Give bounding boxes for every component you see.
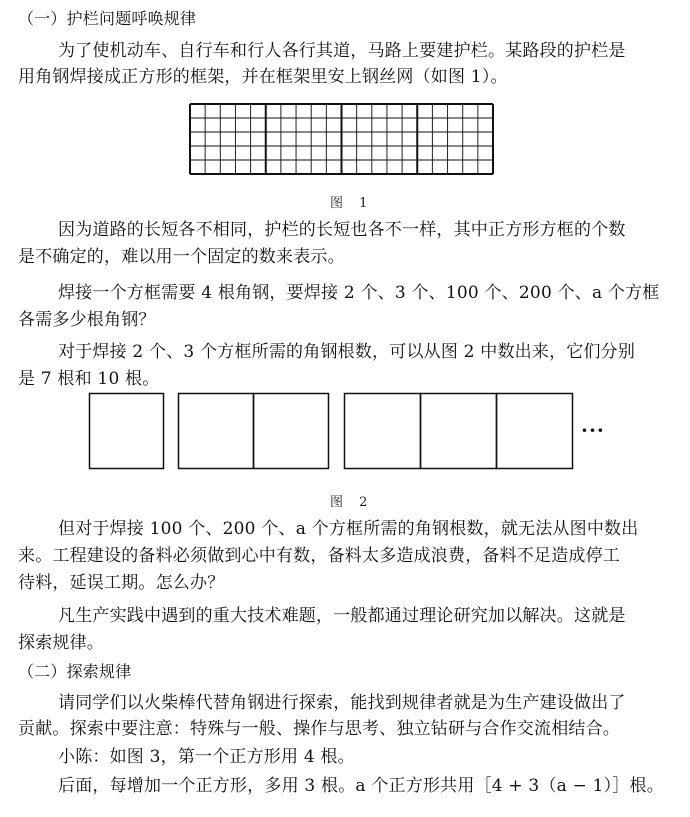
frame-group-1-square-1 <box>90 394 164 469</box>
frame-group-3-square-3 <box>497 394 573 469</box>
paragraph-5-line-3: 待料，延误工期。怎么办？ <box>18 573 225 593</box>
paragraph-1-line-2: 用角钢焊接成正方形的框架，并在框架里安上钢丝网（如图 1）。 <box>18 67 508 87</box>
frame-group-2-square-2 <box>254 394 329 469</box>
paragraph-5-line-2: 来。工程建设的备料必须做到心中有数，备料太多造成浪费，备料不足造成停工 <box>18 546 620 566</box>
section-1-heading: （一）护栏问题呼唤规律 <box>18 9 197 28</box>
paragraph-6-line-1: 凡生产实践中遇到的重大技术难题，一般都通过理论研究加以解决。这就是 <box>58 606 626 626</box>
figure-1-caption: 图 1 <box>330 196 374 211</box>
figure-2-caption: 图 2 <box>330 495 374 510</box>
figure-2-square-frames <box>88 392 578 474</box>
paragraph-1-line-1: 为了使机动车、自行车和行人各行其道，马路上要建护栏。某路段的护栏是 <box>58 41 626 61</box>
figure-1-guardrail-grid <box>189 103 494 175</box>
paragraph-7-line-2: 贡献。探索中要注意：特殊与一般、操作与思考、独立钻研与合作交流相结合。 <box>18 719 620 739</box>
figure-2-ellipsis: ··· <box>581 418 605 442</box>
paragraph-9-line-1: 后面，每增加一个正方形，多用 3 根。a 个正方形共用［4 + 3（a − 1）］根。 <box>58 776 664 796</box>
paragraph-3-line-2: 各需多少根角钢？ <box>18 310 156 330</box>
section-2-heading: （二）探索规律 <box>18 662 132 681</box>
paragraph-7-line-1: 请同学们以火柴棒代替角钢进行探索，能找到规律者就是为生产建设做出了 <box>58 693 626 713</box>
paragraph-4-line-1: 对于焊接 2 个、3 个方框所需的角钢根数，可以从图 2 中数出来，它们分别 <box>58 342 636 362</box>
frame-group-3-square-2 <box>421 394 497 469</box>
paragraph-3-line-1: 焊接一个方框需要 4 根角钢，要焊接 2 个、3 个、100 个、200 个、a 个方框 <box>58 283 660 303</box>
paragraph-4-line-2: 是 7 根和 10 根。 <box>18 369 160 389</box>
paragraph-6-line-2: 探索规律。 <box>18 633 104 653</box>
paragraph-2-line-1: 因为道路的长短各不相同，护栏的长短也各不一样，其中正方形方框的个数 <box>58 220 626 240</box>
paragraph-8-line-1: 小陈：如图 3，第一个正方形用 4 根。 <box>58 747 355 767</box>
paragraph-5-line-1: 但对于焊接 100 个、200 个、a 个方框所需的角钢根数，就无法从图中数出 <box>58 519 639 539</box>
paragraph-2-line-2: 是不确定的，难以用一个固定的数来表示。 <box>18 247 345 267</box>
frame-group-2-square-1 <box>179 394 254 469</box>
frame-group-3-square-1 <box>345 394 421 469</box>
